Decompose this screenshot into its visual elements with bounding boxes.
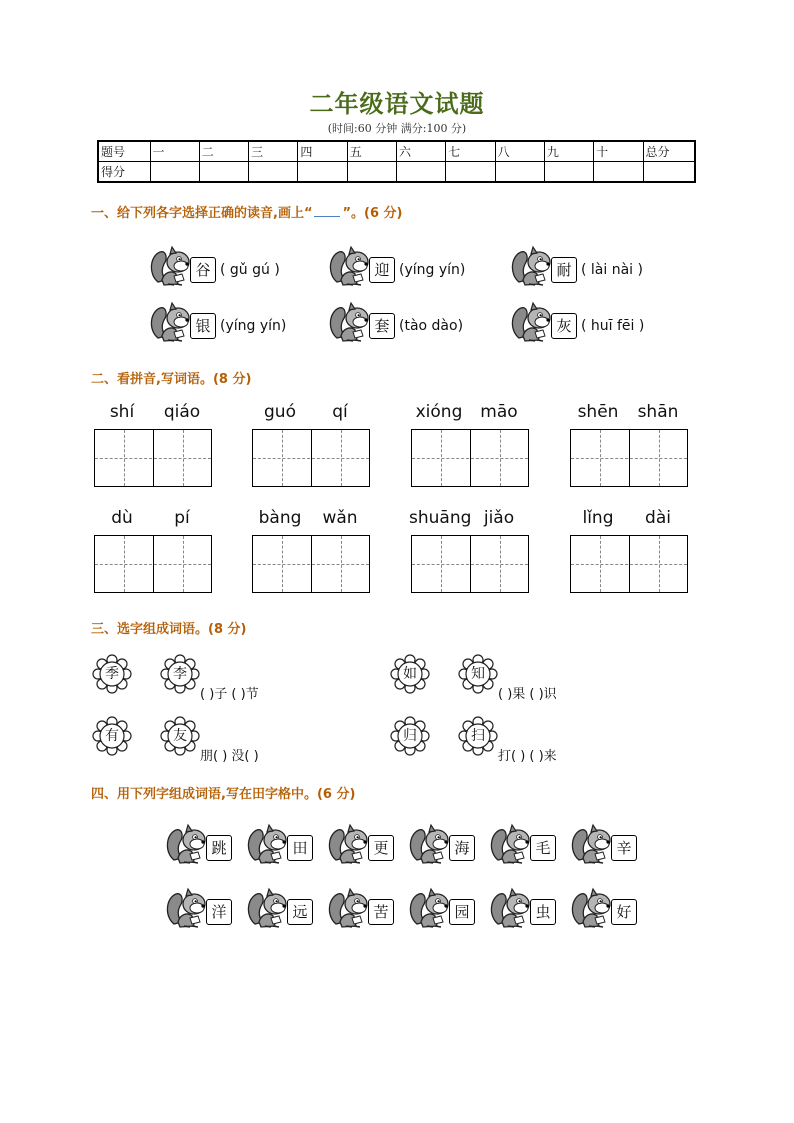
grid-line bbox=[412, 458, 528, 459]
squirrel-icon bbox=[326, 822, 370, 864]
flower-character[interactable] bbox=[458, 654, 498, 694]
character-box: 灰 bbox=[551, 313, 577, 339]
grid-line bbox=[341, 430, 342, 486]
squirrel-icon bbox=[327, 300, 371, 342]
score-input-cell[interactable] bbox=[396, 162, 445, 183]
grid-line bbox=[600, 536, 601, 592]
flower-char-text: 知 bbox=[471, 666, 485, 682]
answer-underline bbox=[314, 216, 340, 217]
grid-line bbox=[253, 564, 369, 565]
squirrel-icon bbox=[148, 244, 192, 286]
flower-character[interactable] bbox=[92, 654, 132, 694]
pinyin-syllable: qiáo bbox=[163, 402, 201, 422]
score-input-cell[interactable] bbox=[446, 162, 495, 183]
grid-line bbox=[500, 430, 501, 486]
flower-character[interactable] bbox=[160, 654, 200, 694]
tianzige-grid[interactable] bbox=[411, 429, 529, 487]
flower-character[interactable] bbox=[160, 716, 200, 756]
flower-character[interactable] bbox=[390, 716, 430, 756]
pinyin-syllable: jiǎo bbox=[483, 508, 515, 528]
score-input-cell[interactable] bbox=[298, 162, 347, 183]
pinyin-syllable: pí bbox=[174, 508, 190, 528]
flower-char-text: 友 bbox=[173, 728, 187, 744]
flower-character[interactable] bbox=[458, 716, 498, 756]
character-box: 田 bbox=[287, 835, 313, 861]
section-2-title: 二、看拼音,写词语。(8 分) bbox=[91, 372, 252, 387]
pinyin-label bbox=[568, 508, 688, 528]
score-header-cell: 一 bbox=[150, 141, 199, 162]
flower-char-text: 有 bbox=[105, 728, 119, 744]
pinyin-syllable: dài bbox=[645, 508, 671, 528]
character-box: 更 bbox=[368, 835, 394, 861]
section-1-title bbox=[91, 202, 402, 221]
squirrel-icon bbox=[407, 822, 451, 864]
pronunciation-options[interactable]: ( lài nài ) bbox=[581, 262, 643, 278]
grid-line bbox=[441, 430, 442, 486]
score-header-cell: 四 bbox=[298, 141, 347, 162]
word-fill-blanks[interactable]: ( )果 ( )识 bbox=[498, 687, 557, 702]
pinyin-syllable: shēn bbox=[577, 402, 619, 422]
character-box: 毛 bbox=[530, 835, 556, 861]
pinyin-syllable: dù bbox=[111, 508, 133, 528]
tianzige-grid[interactable] bbox=[411, 535, 529, 593]
flower-char-text: 季 bbox=[105, 666, 119, 682]
squirrel-icon bbox=[509, 244, 553, 286]
character-box: 辛 bbox=[611, 835, 637, 861]
grid-line bbox=[659, 536, 660, 592]
squirrel-icon bbox=[164, 886, 208, 928]
grid-line bbox=[412, 564, 528, 565]
pinyin-label bbox=[92, 508, 212, 528]
character-box: 谷 bbox=[190, 257, 216, 283]
word-fill-blanks[interactable]: ( )子 ( )节 bbox=[200, 687, 259, 702]
squirrel-icon bbox=[488, 886, 532, 928]
pinyin-syllable: māo bbox=[480, 402, 518, 422]
squirrel-icon bbox=[569, 886, 613, 928]
grid-line bbox=[253, 458, 369, 459]
score-header-cell: 总分 bbox=[643, 141, 695, 162]
grid-line bbox=[95, 564, 211, 565]
grid-line bbox=[124, 430, 125, 486]
pinyin-syllable: guó bbox=[264, 402, 296, 422]
pinyin-label bbox=[409, 508, 529, 528]
score-header-cell: 六 bbox=[396, 141, 445, 162]
character-box: 洋 bbox=[206, 899, 232, 925]
score-row-label: 得分 bbox=[98, 162, 150, 183]
character-box: 迎 bbox=[369, 257, 395, 283]
score-input-cell[interactable] bbox=[150, 162, 199, 183]
character-box: 远 bbox=[287, 899, 313, 925]
score-input-cell[interactable] bbox=[544, 162, 593, 183]
character-box: 跳 bbox=[206, 835, 232, 861]
pronunciation-options[interactable]: ( gǔ gú ) bbox=[220, 262, 280, 278]
pronunciation-options[interactable]: (yíng yín) bbox=[399, 262, 466, 278]
pinyin-syllable: shuāng bbox=[409, 508, 472, 528]
page-subtitle: (时间:60 分钟 满分:100 分) bbox=[327, 122, 467, 135]
flower-char-text: 李 bbox=[173, 666, 187, 682]
section-3-title: 三、选字组成词语。(8 分) bbox=[91, 622, 247, 637]
score-input-cell[interactable] bbox=[594, 162, 643, 183]
grid-line bbox=[183, 430, 184, 486]
pinyin-label bbox=[409, 402, 529, 422]
grid-line bbox=[95, 458, 211, 459]
score-header-cell: 九 bbox=[544, 141, 593, 162]
grid-line bbox=[571, 458, 687, 459]
pinyin-label bbox=[250, 402, 370, 422]
score-header-cell: 二 bbox=[199, 141, 248, 162]
grid-line bbox=[571, 564, 687, 565]
character-box: 海 bbox=[449, 835, 475, 861]
flower-char-text: 扫 bbox=[471, 728, 485, 744]
score-header-cell: 八 bbox=[495, 141, 544, 162]
squirrel-icon bbox=[326, 886, 370, 928]
squirrel-icon bbox=[245, 822, 289, 864]
grid-line bbox=[500, 536, 501, 592]
squirrel-icon bbox=[407, 886, 451, 928]
squirrel-icon bbox=[569, 822, 613, 864]
pinyin-label bbox=[250, 508, 370, 528]
grid-line bbox=[600, 430, 601, 486]
squirrel-icon bbox=[509, 300, 553, 342]
tianzige-grid[interactable] bbox=[94, 535, 212, 593]
section-1-title-text: 一、给下列各字选择正确的读音,画上“ bbox=[91, 206, 313, 221]
pronunciation-options[interactable]: (tào dào) bbox=[399, 318, 464, 334]
character-box: 好 bbox=[611, 899, 637, 925]
character-box: 园 bbox=[449, 899, 475, 925]
character-box: 银 bbox=[190, 313, 216, 339]
pinyin-syllable: qí bbox=[332, 402, 348, 422]
grid-line bbox=[282, 430, 283, 486]
pinyin-syllable: shí bbox=[109, 402, 135, 422]
grid-line bbox=[659, 430, 660, 486]
tianzige-grid[interactable] bbox=[252, 429, 370, 487]
squirrel-icon bbox=[245, 886, 289, 928]
score-input-cell[interactable] bbox=[643, 162, 695, 183]
tianzige-grid[interactable] bbox=[570, 429, 688, 487]
pinyin-syllable: wǎn bbox=[322, 508, 358, 528]
pinyin-syllable: lǐng bbox=[582, 508, 614, 528]
tianzige-grid[interactable] bbox=[570, 535, 688, 593]
score-header-cell: 题号 bbox=[98, 141, 150, 162]
squirrel-icon bbox=[148, 300, 192, 342]
pinyin-syllable: bàng bbox=[258, 508, 302, 528]
flower-character[interactable] bbox=[390, 654, 430, 694]
flower-char-text: 如 bbox=[403, 666, 417, 682]
grid-line bbox=[183, 536, 184, 592]
section-1-title-end: ”。(6 分) bbox=[342, 206, 403, 221]
word-fill-blanks[interactable]: 打( ) ( )来 bbox=[498, 749, 557, 764]
flower-character[interactable] bbox=[92, 716, 132, 756]
pronunciation-options[interactable]: ( huī fēi ) bbox=[581, 318, 645, 334]
score-table-header-row bbox=[98, 141, 695, 162]
section-4-title: 四、用下列字组成词语,写在田字格中。(6 分) bbox=[91, 787, 356, 802]
pinyin-label bbox=[568, 402, 688, 422]
score-header-cell: 七 bbox=[446, 141, 495, 162]
character-box: 耐 bbox=[551, 257, 577, 283]
character-box: 虫 bbox=[530, 899, 556, 925]
squirrel-icon bbox=[327, 244, 371, 286]
grid-line bbox=[441, 536, 442, 592]
squirrel-icon bbox=[164, 822, 208, 864]
score-input-cell[interactable] bbox=[495, 162, 544, 183]
score-input-cell[interactable] bbox=[249, 162, 298, 183]
grid-line bbox=[282, 536, 283, 592]
squirrel-icon bbox=[488, 822, 532, 864]
score-header-cell: 三 bbox=[249, 141, 298, 162]
pinyin-label bbox=[92, 402, 212, 422]
flower-char-text: 归 bbox=[403, 728, 417, 744]
tianzige-grid[interactable] bbox=[94, 429, 212, 487]
character-box: 套 bbox=[369, 313, 395, 339]
pronunciation-options[interactable]: (yíng yín) bbox=[220, 318, 287, 334]
character-box: 苦 bbox=[368, 899, 394, 925]
grid-line bbox=[341, 536, 342, 592]
page-title: 二年级语文试题 bbox=[309, 90, 485, 118]
score-header-cell: 十 bbox=[594, 141, 643, 162]
score-table bbox=[97, 140, 696, 183]
score-input-cell[interactable] bbox=[347, 162, 396, 183]
pinyin-syllable: shān bbox=[637, 402, 679, 422]
score-header-cell: 五 bbox=[347, 141, 396, 162]
pinyin-syllable: xióng bbox=[415, 402, 463, 422]
tianzige-grid[interactable] bbox=[252, 535, 370, 593]
score-table-score-row bbox=[98, 162, 695, 183]
score-input-cell[interactable] bbox=[199, 162, 248, 183]
word-fill-blanks[interactable]: 朋( ) 没( ) bbox=[200, 749, 259, 764]
grid-line bbox=[124, 536, 125, 592]
